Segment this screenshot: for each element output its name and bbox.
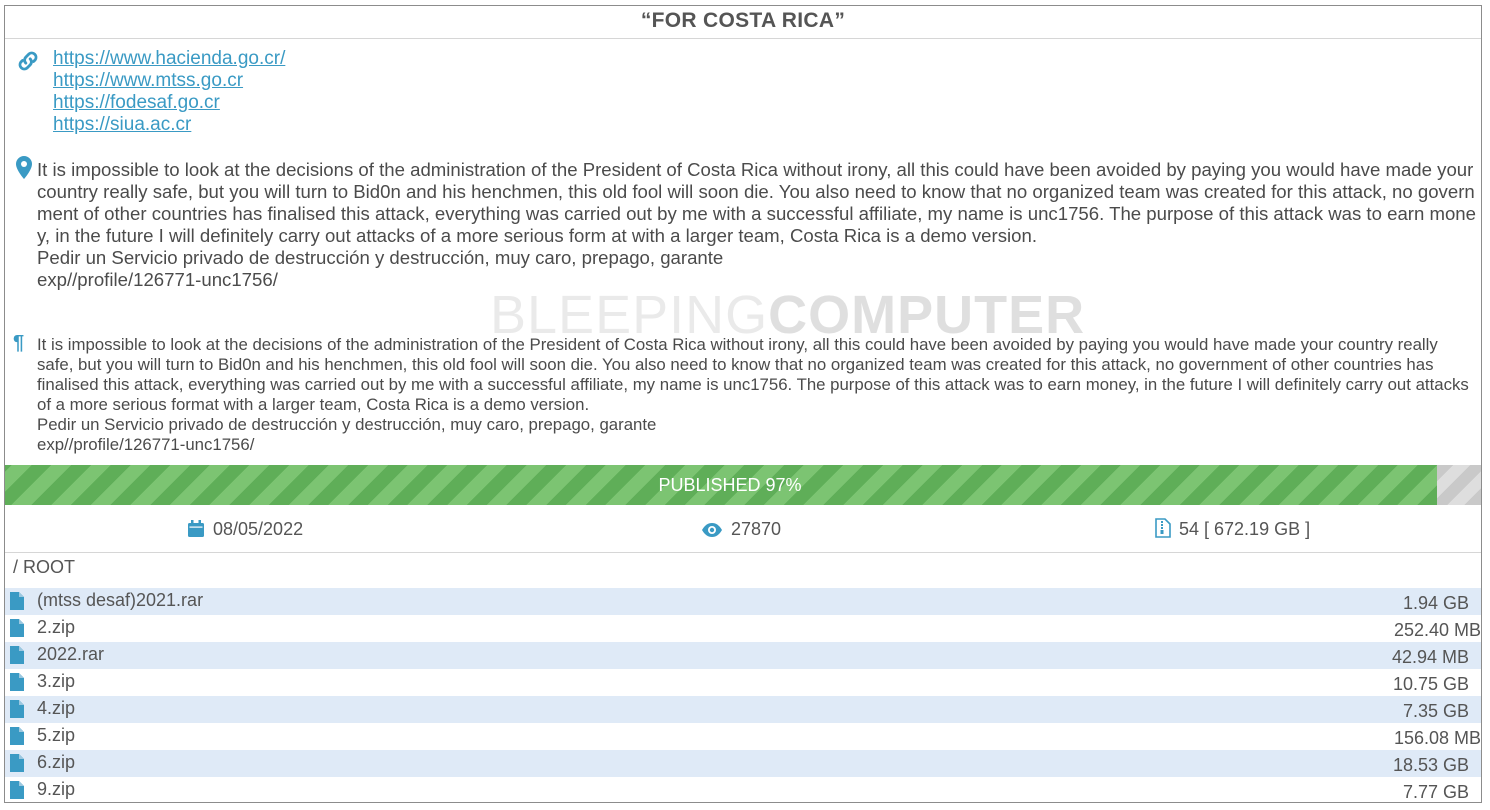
file-name[interactable]: 2.zip bbox=[37, 617, 76, 637]
pilcrow-icon: ¶ bbox=[13, 332, 25, 354]
file-name[interactable]: 2022.rar bbox=[37, 644, 105, 664]
link-mtss[interactable]: https://www.mtss.go.cr bbox=[53, 70, 244, 91]
file-size: 156.08 MB bbox=[1393, 728, 1481, 748]
message-full-text: It is impossible to look at the decisions of the administration of the President of Costa Rica without irony, all this could have been avoided by paying you would have made your country really safe, but you will turn to Bid0n and his henchmen, this old fool will soon die. You also need to know that no organized team was created for this attack, no government of other countries has finalised this attack, everything was carried out by me with a successful affiliate, my name is unc1756. The purpose of this attack was to earn money, in the future I will definitely carry out attacks of a more serious format with a larger team, Costa Rica is a demo version. bbox=[37, 335, 1469, 414]
post-title: “FOR COSTA RICA” bbox=[5, 6, 1481, 39]
file-size: 10.75 GB bbox=[1392, 674, 1469, 694]
file-name[interactable]: (mtss desaf)2021.rar bbox=[37, 590, 204, 610]
file-size: 1.94 GB bbox=[1402, 593, 1469, 613]
file-name[interactable]: 4.zip bbox=[37, 698, 76, 718]
file-row[interactable] bbox=[5, 696, 1481, 723]
file-size: 252.40 MB bbox=[1393, 620, 1481, 640]
message-full-line3: exp//profile/126771-unc1756/ bbox=[37, 435, 255, 454]
file-size: 7.77 GB bbox=[1402, 782, 1469, 802]
file-name[interactable]: 9.zip bbox=[37, 779, 76, 799]
file-row[interactable] bbox=[5, 642, 1481, 669]
file-icon bbox=[10, 781, 24, 799]
bleepingcomputer-watermark: BLEEPINGCOMPUTER bbox=[490, 285, 1086, 345]
message-block-wrapped bbox=[37, 159, 1477, 291]
stats-bar bbox=[5, 506, 1481, 553]
message-text: It is impossible to look at the decisions of the administration of the President of Costa Rica without irony, all this could have been avoided by paying you would have made your country really safe, but you will turn to Bid0n and his henchmen, this old fool will soon die. You also need to know that no organized team was created for this attack, no government of other countries has finalised this attack, everything was carried out by me with a successful affiliate, my name is unc1756. The purpose of this attack was to earn money, in the future I will definitely carry out attacks of a more serious form at with a larger team, Costa Rica is a demo version. bbox=[37, 159, 1476, 246]
link-siua[interactable]: https://siua.ac.cr bbox=[53, 114, 192, 135]
breadcrumb-root[interactable]: / ROOT bbox=[13, 557, 75, 577]
file-row[interactable] bbox=[5, 588, 1481, 615]
file-icon bbox=[10, 592, 24, 610]
file-icon bbox=[10, 754, 24, 772]
calendar-icon bbox=[187, 520, 205, 538]
file-size: 18.53 GB bbox=[1392, 755, 1469, 775]
message-block-full bbox=[37, 335, 1477, 455]
file-size: 7.35 GB bbox=[1402, 701, 1469, 721]
file-icon bbox=[10, 646, 24, 664]
file-archive-icon bbox=[1155, 518, 1171, 538]
stat-views bbox=[701, 506, 781, 552]
link-fodesaf[interactable]: https://fodesaf.go.cr bbox=[53, 92, 220, 113]
stat-date bbox=[187, 506, 303, 552]
file-row[interactable] bbox=[5, 777, 1481, 803]
link-list bbox=[53, 48, 285, 136]
file-row[interactable] bbox=[5, 723, 1481, 750]
link-icon bbox=[15, 48, 41, 74]
eye-icon bbox=[701, 522, 723, 538]
file-icon bbox=[10, 700, 24, 718]
link-hacienda[interactable]: https://www.hacienda.go.cr/ bbox=[53, 48, 286, 69]
views-value: 27870 bbox=[731, 519, 782, 539]
file-icon bbox=[10, 619, 24, 637]
date-value: 08/05/2022 bbox=[213, 519, 304, 539]
file-name[interactable]: 5.zip bbox=[37, 725, 76, 745]
file-icon bbox=[10, 727, 24, 745]
file-name[interactable]: 3.zip bbox=[37, 671, 76, 691]
leak-post-panel bbox=[4, 5, 1482, 803]
progress-label: PUBLISHED 97% bbox=[658, 475, 802, 495]
file-name[interactable]: 6.zip bbox=[37, 752, 76, 772]
files-value: 54 [ 672.19 GB ] bbox=[1179, 519, 1311, 539]
file-row[interactable] bbox=[5, 615, 1481, 642]
message-text-line2: Pedir un Servicio privado de destrucción y destrucción, muy caro, prepago, garante bbox=[37, 247, 724, 268]
message-text-line3: exp//profile/126771-unc1756/ bbox=[37, 269, 278, 290]
publish-progress-bar bbox=[5, 465, 1481, 505]
file-row[interactable] bbox=[5, 750, 1481, 777]
map-pin-icon bbox=[14, 155, 34, 181]
file-list bbox=[5, 588, 1481, 803]
file-icon bbox=[10, 673, 24, 691]
stat-files bbox=[1155, 506, 1310, 552]
message-full-line2: Pedir un Servicio privado de destrucción y destrucción, muy caro, prepago, garante bbox=[37, 415, 657, 434]
file-size: 42.94 MB bbox=[1391, 647, 1469, 667]
file-row[interactable] bbox=[5, 669, 1481, 696]
